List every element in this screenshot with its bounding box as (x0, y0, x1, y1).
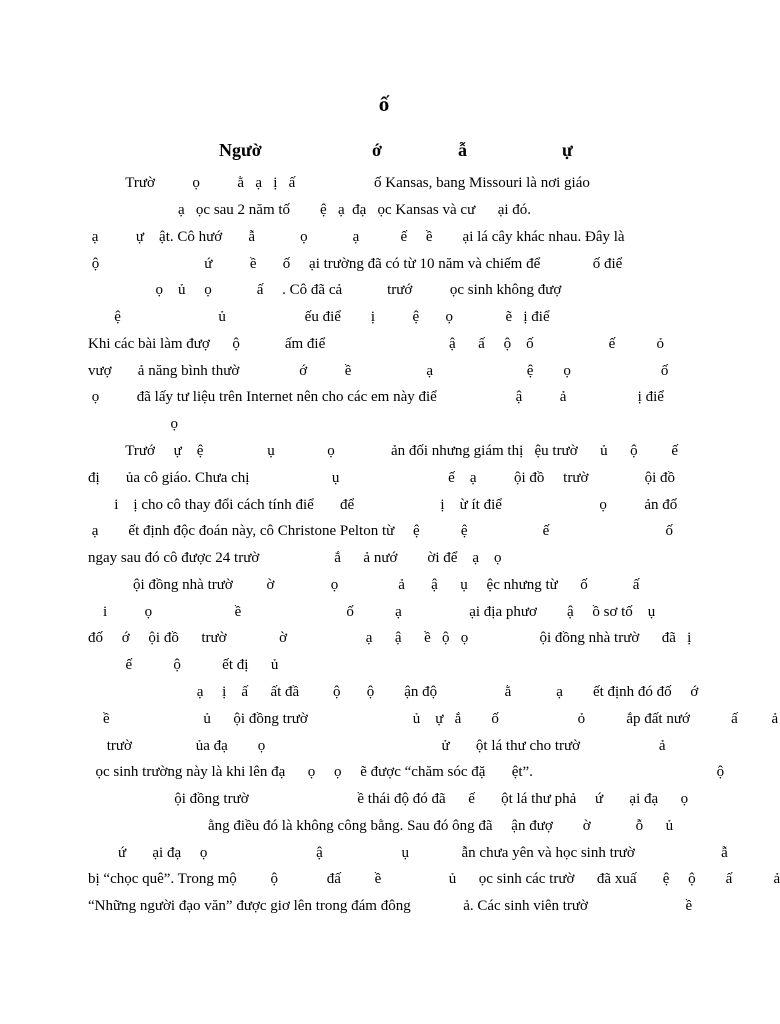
body-line: ọc sinh trường này là khi lên đạ ọ ọ ẽ được “chăm sóc đặ ệt”. ộ (88, 764, 725, 780)
subtitle-fragment: ớ (372, 140, 382, 160)
body-line: ọ (88, 416, 178, 432)
body-line: ứ ại đạ ọ ậ ụ ẫn chưa yên và học sinh trườ ẫ (88, 845, 728, 861)
body-line: đố ớ ội đồ trườ ờ ạ ậ ề ộ ọ ội đồng nhà trườ đã ị (88, 630, 692, 646)
body-line: ội đồng nhà trườ ờ ọ ả ậ ụ ệc nhưng từ ố ấ (88, 577, 640, 593)
body-line: ọ ủ ọ ấ . Cô đã cả trướ ọc sinh không đượ (88, 282, 562, 298)
document-title: ố (378, 92, 390, 116)
body-line: ạ ự ật. Cô hướ ẫ ọ ạ ế ề ại lá cây khác nhau. Đây là (88, 229, 625, 245)
body-line: ằng điều đó là không công bằng. Sau đó ông đã ận đượ ờ ỗ ủ (88, 818, 674, 834)
document-subtitle (0, 140, 768, 164)
body-line: ộ ứ ề ố ại trường đã có từ 10 năm và chiếm để ố điể (88, 256, 623, 272)
body-line: “Những người đạo văn” được giơ lên trong đám đông ả. Các sinh viên trườ ề (88, 898, 693, 914)
body-line: Trườ ọ ằ ạ ị ấ ố Kansas, bang Missouri là nơi giáo (88, 175, 590, 191)
subtitle-fragment: Ngườ (219, 140, 262, 160)
body-line: ề ủ ội đồng trườ ủ ự ắ ố ỏ ắp đất nướ ấ ả (88, 711, 779, 727)
body-line: Khi các bài làm đượ ộ ấm điể ậ ấ ộ ố ế ỏ (88, 336, 664, 352)
body-line: ọ đã lấy tư liệu trên Internet nên cho các em này điể ậ ả ị điể (88, 389, 664, 405)
body-line: trườ ủa đạ ọ ử ột lá thư cho trườ ả (88, 738, 666, 754)
body-line: ạ ị ấ ất đầ ộ ộ ận độ ằ ạ ết định đó đố ớ (88, 684, 699, 700)
body-line: ệ ủ ếu điể ị ệ ọ ẽ ị điể (88, 309, 550, 325)
subtitle-fragment: ẫ (458, 140, 467, 160)
body-line: Trướ ự ệ ụ ọ ản đối nhưng giám thị ệu trườ ủ ộ ế (88, 443, 679, 459)
subtitle-fragment: ự (562, 140, 573, 160)
body-line: ội đồng trườ ề thái độ đó đã ế ột lá thư phả ứ ại đạ ọ (88, 791, 689, 807)
body-line: vượ ả năng bình thườ ớ ề ạ ệ ọ ố (88, 363, 669, 379)
body-line: ngay sau đó cô được 24 trườ ắ ả nướ ời để ạ ọ (88, 550, 502, 566)
body-line: i ọ ề ố ạ ại địa phươ ậ ồ sơ tố ụ (88, 604, 656, 620)
body-line: i ị cho cô thay đổi cách tính điể để ị ừ ít điể ọ ản đố (88, 497, 678, 513)
body-line: ế ộ ết đị ủ (88, 657, 279, 673)
body-line: đị ủa cô giáo. Chưa chị ụ ế ạ ội đồ trườ ội đồ (88, 470, 676, 486)
body-line: ạ ọc sau 2 năm tố ệ ạ đạ ọc Kansas và cư ại đó. (88, 202, 532, 218)
body-line: bị “chọc quê”. Trong mộ ộ đấ ề ủ ọc sinh các trườ đã xuấ ệ ộ ấ ả (88, 871, 780, 887)
body-line: ạ ết định độc đoán này, cô Christone Pelton từ ệ ệ ế ố (88, 523, 673, 539)
